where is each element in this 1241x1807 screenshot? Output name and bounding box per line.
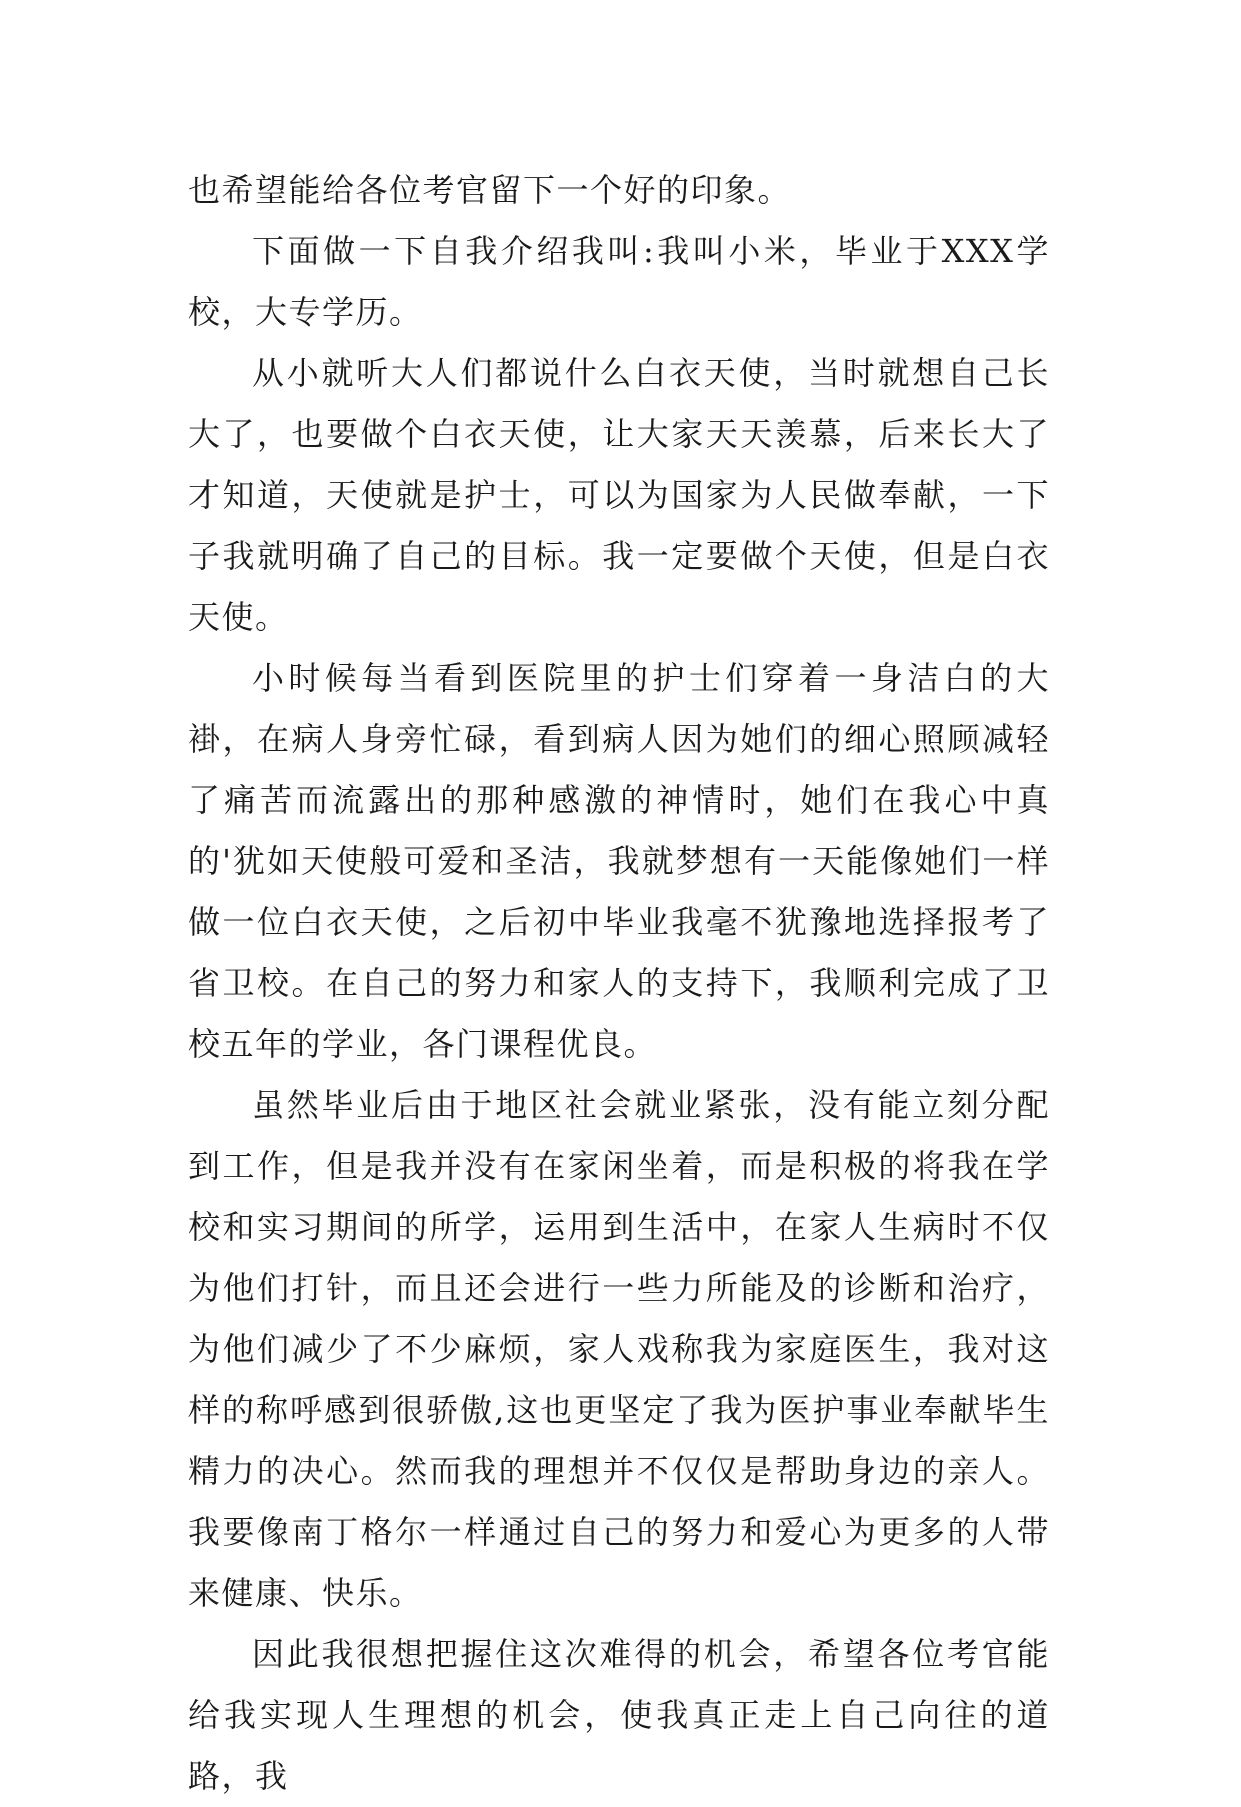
- paragraph-2: 下面做一下自我介绍我叫:我叫小米，毕业于XXX学校，大专学历。: [188, 232, 1050, 331]
- paragraph-6: 因此我很想把握住这次难得的机会，希望各位考官能给我实现人生理想的机会，使我真正走上自己向往的道路，我: [188, 1635, 1050, 1795]
- paragraph-1: 也希望能给各位考官留下一个好的印象。: [188, 171, 792, 209]
- paragraph-4: 小时候每当看到医院里的护士们穿着一身洁白的大褂，在病人身旁忙碌，看到病人因为她们的细心照顾减轻了痛苦而流露出的那种感激的神情时，她们在我心中真的'犹如天使般可爱和圣洁，我就梦想有一天能像她们一样做一位白衣天使，之后初中毕业我毫不犹豫地选择报考了省卫校。在自己的努力和家人的支持下，我顺利完成了卫校五年的学业，各门课程优良。: [188, 659, 1050, 1063]
- document-body: [188, 160, 1050, 1807]
- paragraph-3: 从小就听大人们都说什么白衣天使，当时就想自己长大了，也要做个白衣天使，让大家天天羡慕，后来长大了才知道，天使就是护士，可以为国家为人民做奉献，一下子我就明确了自己的目标。我一定要做个天使，但是白衣天使。: [188, 354, 1050, 636]
- paragraph-5: 虽然毕业后由于地区社会就业紧张，没有能立刻分配到工作，但是我并没有在家闲坐着，而是积极的将我在学校和实习期间的所学，运用到生活中，在家人生病时不仅为他们打针，而且还会进行一些力所能及的诊断和治疗，为他们减少了不少麻烦，家人戏称我为家庭医生，我对这样的称呼感到很骄傲,这也更坚定了我为医护事业奉献毕生精力的决心。然而我的理想并不仅仅是帮助身边的亲人。我要像南丁格尔一样通过自己的努力和爱心为更多的人带来健康、快乐。: [188, 1086, 1050, 1612]
